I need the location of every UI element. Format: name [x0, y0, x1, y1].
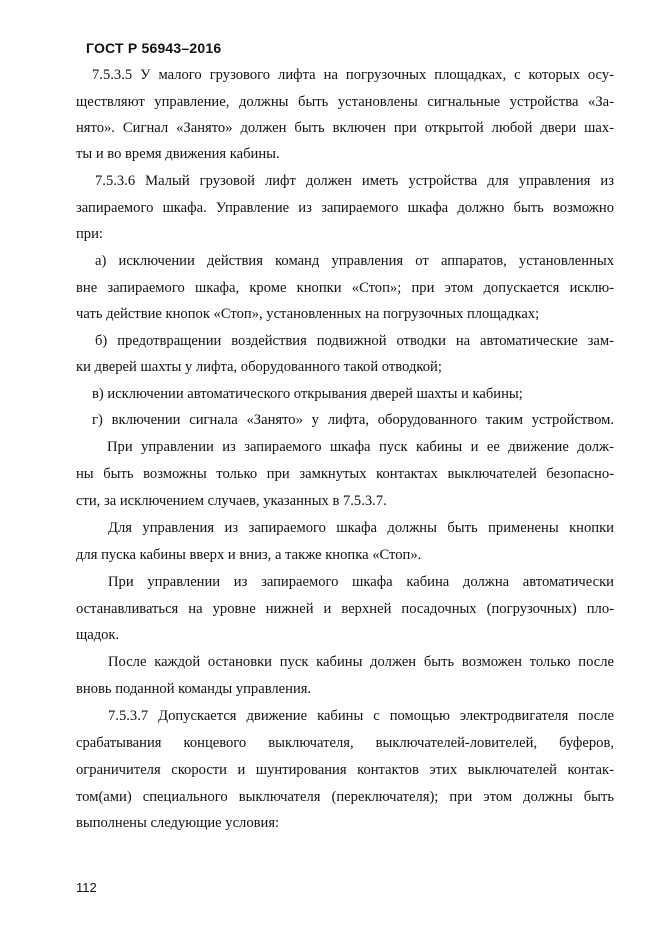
text-line: ны быть возможны только при замкнутых контактах выключателей безопасно- [76, 466, 614, 482]
text-line: ограничителя скорости и шунтирования контактов этих выключателей контак- [76, 762, 614, 778]
text-line: 7.5.3.7 Допускается движение кабины с помощью электродвигателя после [108, 708, 614, 724]
text-line: 7.5.3.5 У малого грузового лифта на погрузочных площадках, с которых осу- [92, 67, 614, 83]
text-line: запираемого шкафа. Управление из запираемого шкафа должно быть возможно [76, 200, 614, 216]
text-line: вновь поданной команды управления. [76, 681, 312, 697]
text-line: щадок. [76, 627, 120, 643]
text-line: чать действие кнопок «Стоп», установленных на погрузочных площадках; [76, 306, 540, 322]
text-line: ты и во время движения кабины. [76, 146, 280, 162]
text-line: При управлении из запираемого шкафа пуск кабины и ее движение долж- [107, 439, 614, 455]
text-line: вне запираемого шкафа, кроме кнопки «Стоп»; при этом допускается исклю- [76, 280, 614, 296]
text-line: б) предотвращении воздействия подвижной отводки на автоматические зам- [95, 333, 614, 349]
text-line: нято». Сигнал «Занято» должен быть включен при открытой любой двери шах- [76, 120, 614, 136]
text-line: для пуска кабины вверх и вниз, а также кнопка «Стоп». [76, 547, 422, 563]
text-line: а) исключении действия команд управления от аппаратов, установленных [95, 253, 614, 269]
text-line: 7.5.3.6 Малый грузовой лифт должен иметь устройства для управления из [95, 173, 614, 189]
text-line: срабатывания концевого выключателя, выключателей-ловителей, буферов, [76, 735, 614, 751]
text-line: том(ами) специального выключателя (переключателя); при этом должны быть [76, 789, 614, 805]
text-line: После каждой остановки пуск кабины должен быть возможен только после [108, 654, 614, 670]
text-line: в) исключении автоматического открывания дверей шахты и кабины; [92, 386, 523, 402]
text-line: ки дверей шахты у лифта, оборудованного такой отводкой; [76, 359, 442, 375]
text-line: ществляют управление, должны быть установлены сигнальные устройства «За- [76, 94, 614, 110]
text-line: при: [76, 226, 103, 242]
text-line: останавливаться на уровне нижней и верхней посадочных (погрузочных) пло- [76, 601, 614, 617]
text-line: сти, за исключением случаев, указанных в 7.5.3.7. [76, 493, 387, 509]
text-line: Для управления из запираемого шкафа должны быть применены кнопки [108, 520, 614, 536]
text-line: При управлении из запираемого шкафа кабина должна автоматически [108, 574, 614, 590]
text-line: выполнены следующие условия: [76, 815, 280, 831]
text-line: г) включении сигнала «Занято» у лифта, оборудованного таким устройством. [92, 412, 614, 428]
page-number: 112 [76, 880, 97, 895]
document-header: ГОСТ Р 56943–2016 [86, 40, 222, 56]
